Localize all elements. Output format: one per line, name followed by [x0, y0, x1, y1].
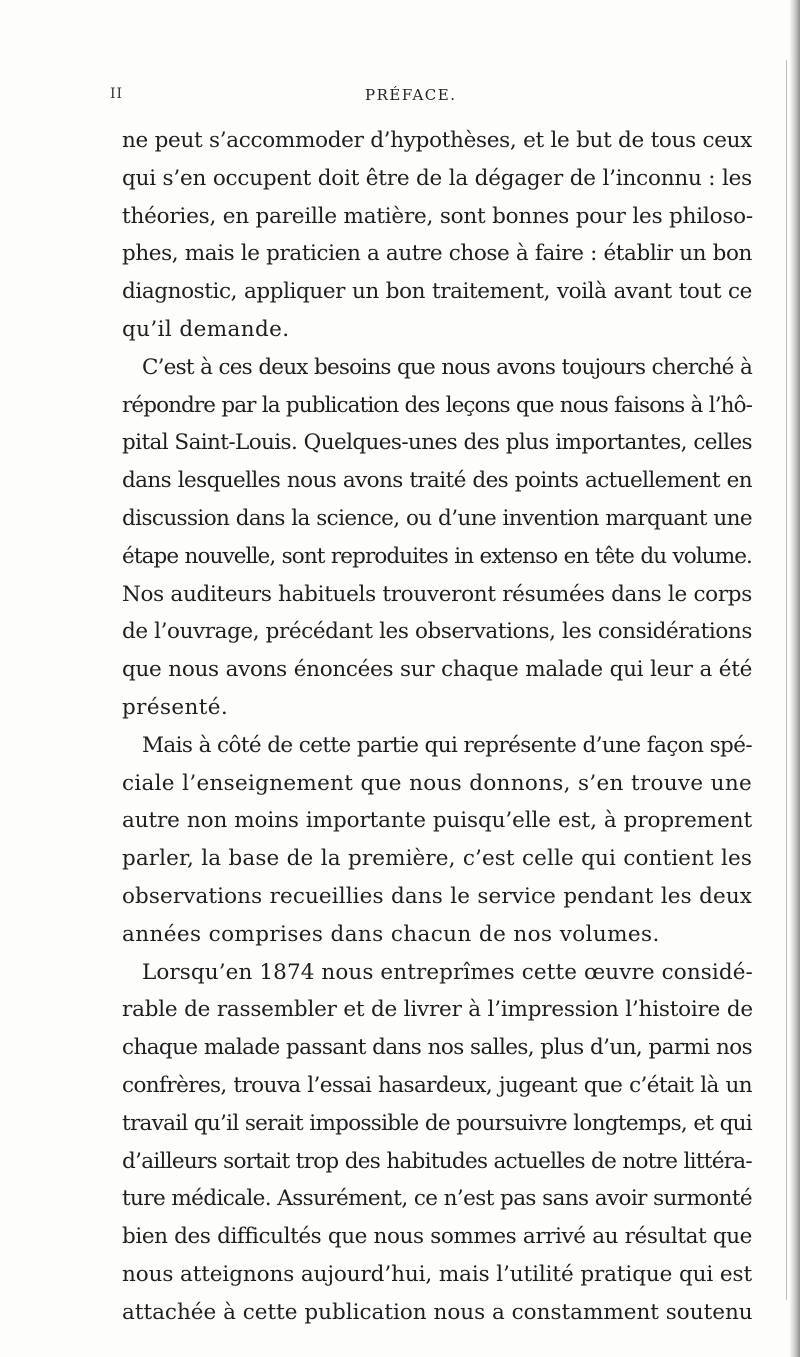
text-line: qu’il demande.: [122, 316, 290, 342]
text-line: confrères, trouva l’essai hasardeux, jugeant que c’était là un: [122, 1072, 752, 1098]
text-line: attachée à cette publication nous a constamment soutenu: [122, 1299, 753, 1325]
text-line: étape nouvelle, sont reproduites in extenso en tête du volume.: [122, 543, 752, 569]
text-line: diagnostic, appliquer un bon traitement, voilà avant tout ce: [122, 279, 752, 305]
text-line: pital Saint-Louis. Quelques-unes des plus importantes, celles: [122, 430, 752, 456]
text-line: que nous avons énoncées sur chaque malade qui leur a été: [122, 657, 752, 683]
text-line: qui s’en occupent doit être de la dégager de l’inconnu : les: [122, 165, 752, 191]
text-line: phes, mais le praticien a autre chose à faire : établir un bon: [122, 241, 752, 267]
text-line: ne peut s’accommoder d’hypothèses, et le but de tous ceux: [122, 128, 752, 153]
text-line: nous atteignons aujourd’hui, mais l’utilité pratique qui est: [122, 1261, 752, 1287]
text-line: travail qu’il serait impossible de poursuivre longtemps, et qui: [122, 1110, 752, 1136]
text-line: Lorsqu’en 1874 nous entreprîmes cette œuvre considé-: [142, 959, 753, 985]
text-line: présenté.: [122, 694, 229, 720]
page-edge-line: [786, 60, 787, 1300]
page-number: II: [110, 86, 124, 102]
text-line: ciale l’enseignement que nous donnons, s’en trouve une: [122, 770, 752, 796]
text-line: autre non moins importante puisqu’elle est, à proprement: [122, 808, 752, 834]
text-line: d’ailleurs sortait trop des habitudes actuelles de notre littéra-: [122, 1148, 752, 1174]
text-line: dans lesquelles nous avons traité des points actuellement en: [122, 468, 752, 494]
text-line: Mais à côté de cette partie qui représente d’une façon spé-: [142, 732, 752, 758]
text-line: ture médicale. Assurément, ce n’est pas sans avoir surmonté: [122, 1186, 752, 1212]
text-line: parler, la base de la première, c’est celle qui contient les: [122, 846, 752, 872]
running-title: PRÉFACE.: [365, 86, 457, 104]
text-line: Nos auditeurs habituels trouveront résumées dans le corps: [122, 581, 752, 607]
text-line: répondre par la publication des leçons que nous faisons à l’hô-: [122, 392, 752, 418]
text-line: bien des difficultés que nous sommes arrivé au résultat que: [122, 1224, 752, 1250]
text-line: discussion dans la science, ou d’une invention marquant une: [122, 505, 752, 531]
body-text: [122, 122, 752, 1332]
text-line: chaque malade passant dans nos salles, plus d’un, parmi nos: [122, 1035, 752, 1061]
text-line: de l’ouvrage, précédant les observations, les considérations: [122, 619, 752, 645]
text-line: années comprises dans chacun de nos volumes.: [122, 921, 660, 947]
text-line: observations recueillies dans le service pendant les deux: [122, 883, 752, 909]
page-header: [110, 86, 790, 108]
page-edge-shadow: [790, 0, 800, 1357]
text-line: C’est à ces deux besoins que nous avons toujours cherché à: [142, 354, 752, 380]
text-line: rable de rassembler et de livrer à l’impression l’histoire de: [122, 997, 753, 1023]
text-line: théories, en pareille matière, sont bonnes pour les philoso-: [122, 203, 753, 229]
